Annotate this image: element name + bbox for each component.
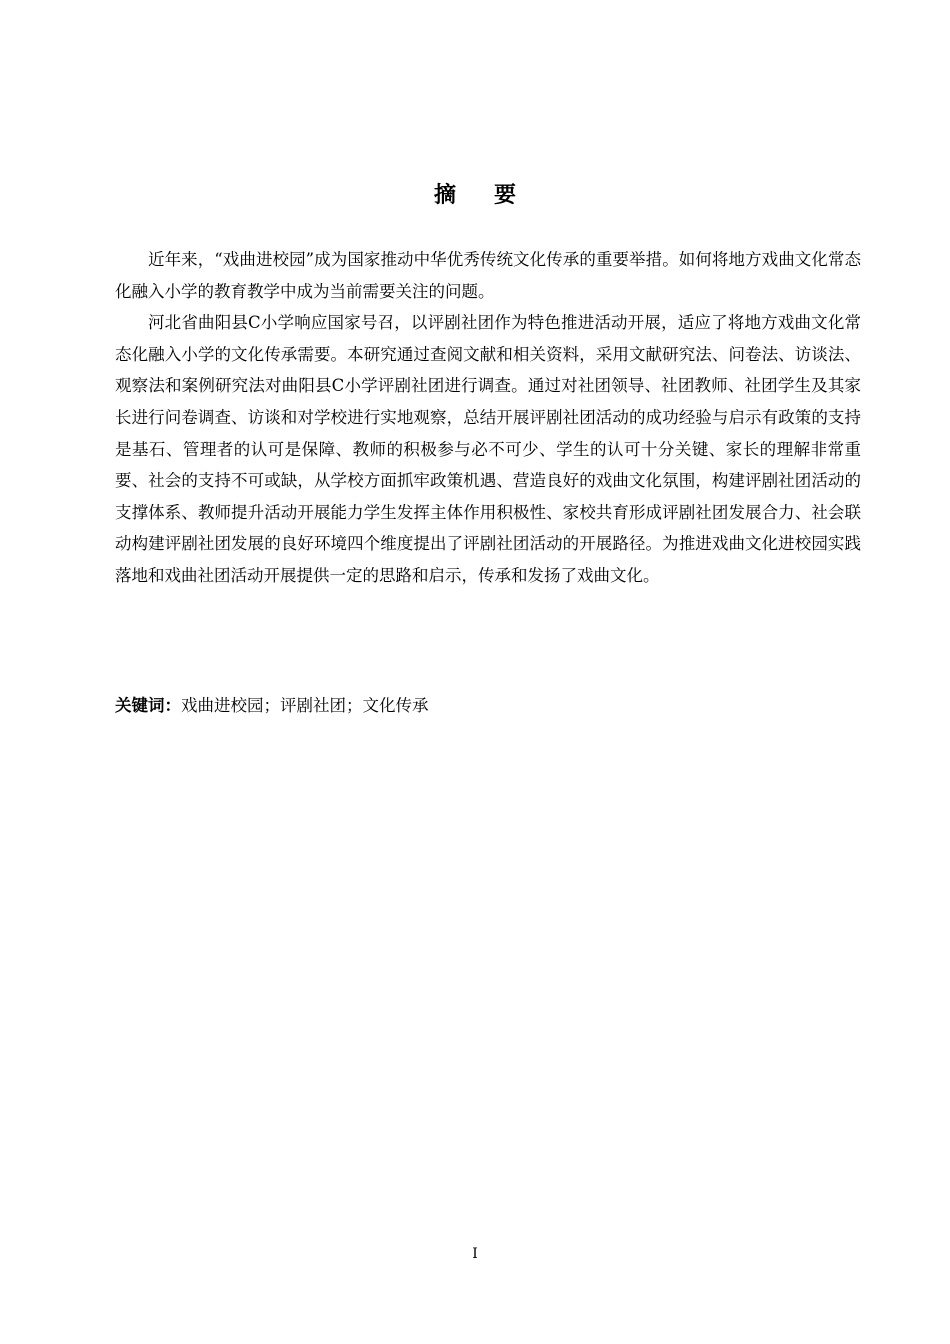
- abstract-title-char-2: 要: [494, 183, 517, 208]
- abstract-title: [0, 180, 950, 212]
- abstract-paragraph-2: 河北省曲阳县C小学响应国家号召，以评剧社团作为特色推进活动开展，适应了将地方戏曲文化常态化融入小学的文化传承需要。本研究通过查阅文献和相关资料，采用文献研究法、问卷法、访谈法、观察法和案例研究法对曲阳县C小学评剧社团进行调查。通过对社团领导、社团教师、社团学生及其家长进行问卷调查、访谈和对学校进行实地观察，总结开展评剧社团活动的成功经验与启示有政策的支持是基石、管理者的认可是保障、教师的积极参与必不可少、学生的认可十分关键、家长的理解非常重要、社会的支持不可或缺，从学校方面抓牢政策机遇、营造良好的戏曲文化氛围，构建评剧社团活动的支撑体系、教师提升活动开展能力学生发挥主体作用积极性、家校共育形成评剧社团发展合力、社会联动构建评剧社团发展的良好环境四个维度提出了评剧社团活动的开展路径。为推进戏曲文化进校园实践落地和戏曲社团活动开展提供一定的思路和启示，传承和发扬了戏曲文化。: [115, 313, 861, 585]
- abstract-paragraph-1: 近年来，“戏曲进校园”成为国家推动中华优秀传统文化传承的重要举措。如何将地方戏曲文化常态化融入小学的教育教学中成为当前需要关注的问题。: [115, 250, 861, 301]
- keywords-label: 关键词：: [115, 696, 181, 715]
- keywords-text: 戏曲进校园；评剧社团；文化传承: [181, 696, 429, 715]
- page-number: I: [472, 1246, 478, 1262]
- abstract-body: [115, 244, 861, 592]
- keywords-line: [115, 690, 861, 721]
- abstract-title-char-1: 摘: [433, 183, 456, 208]
